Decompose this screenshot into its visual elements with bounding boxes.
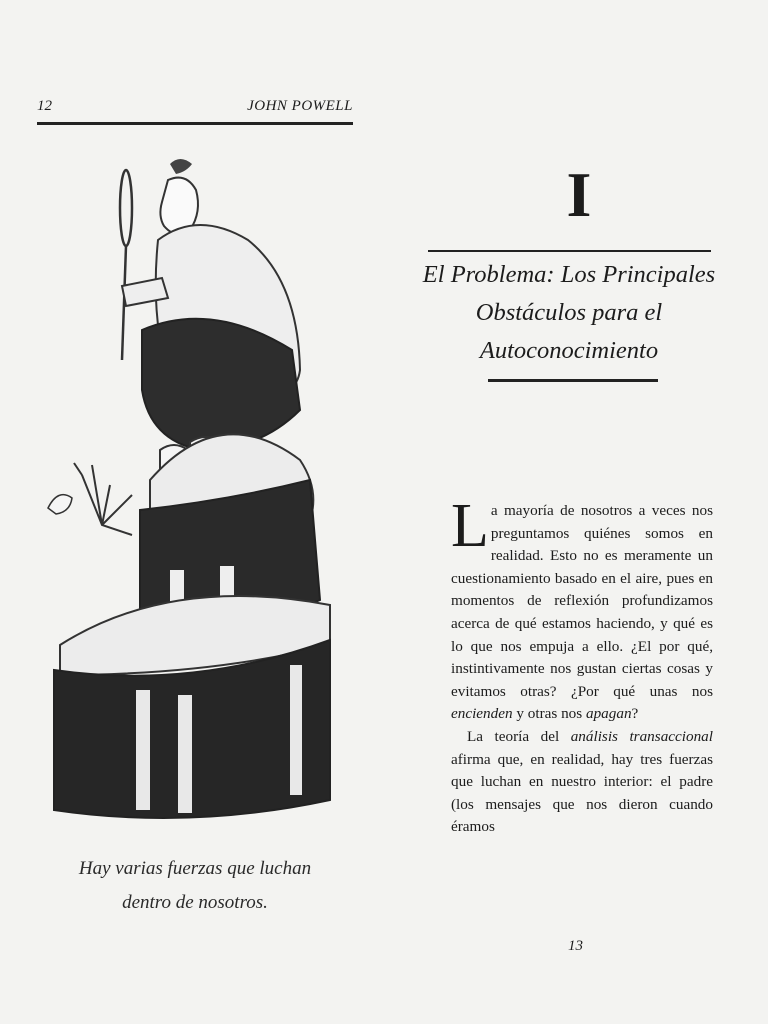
p1-text-b: y otras nos xyxy=(512,705,586,723)
drop-cap: L xyxy=(451,492,489,560)
title-line-3: Autoconocimiento xyxy=(479,337,659,364)
author-name: JOHN POWELL xyxy=(247,98,353,114)
right-page xyxy=(384,0,768,1024)
p2-emphasis: análisis transaccional xyxy=(570,727,713,745)
p1-text-c: ? xyxy=(631,705,639,723)
p1-emphasis-2: apagan xyxy=(585,705,632,723)
page-number-right: 13 xyxy=(568,938,583,954)
paragraph-1 xyxy=(451,492,713,726)
illustration-figures-on-pedestal xyxy=(40,150,340,830)
title-rule-top xyxy=(428,250,711,252)
chapter-title xyxy=(414,256,724,370)
header-rule xyxy=(37,122,353,125)
caption-line-2: dentro de nosotros. xyxy=(122,892,268,913)
chapter-number: I xyxy=(566,159,592,230)
p1-emphasis-1: encienden xyxy=(451,705,513,723)
caption-line-1: Hay varias fuerzas que luchan xyxy=(78,858,312,879)
illustration-caption xyxy=(60,852,330,920)
p2-text-b: afirma que, en realidad, hay tres fuerzas que luchan en nuestro interior: el padre (los mensajes que nos dieron cuando éramos xyxy=(451,750,713,836)
title-line-1: El Problema: Los Principales xyxy=(422,261,716,288)
p1-text-a: a mayoría de nosotros a veces nos preguntamos quiénes somos en realidad. Esto no es meramente un cuestionamiento basado en el aire, pues en momentos de reflexión profundizamos acerca de qué estamos haciendo, y qué es lo que nos empuja a ello. ¿El por qué, instintivamente nos gustan ciertas cosas y evitamos otras? ¿Por qué unas nos xyxy=(451,502,713,700)
running-head xyxy=(37,98,353,118)
title-line-2: Obstáculos para el xyxy=(475,299,663,326)
page-number-left: 12 xyxy=(37,98,52,114)
paragraph-2 xyxy=(451,726,713,839)
title-rule-bottom xyxy=(488,379,658,382)
p2-text-a: La teoría del xyxy=(467,727,571,745)
body-text xyxy=(451,492,713,839)
